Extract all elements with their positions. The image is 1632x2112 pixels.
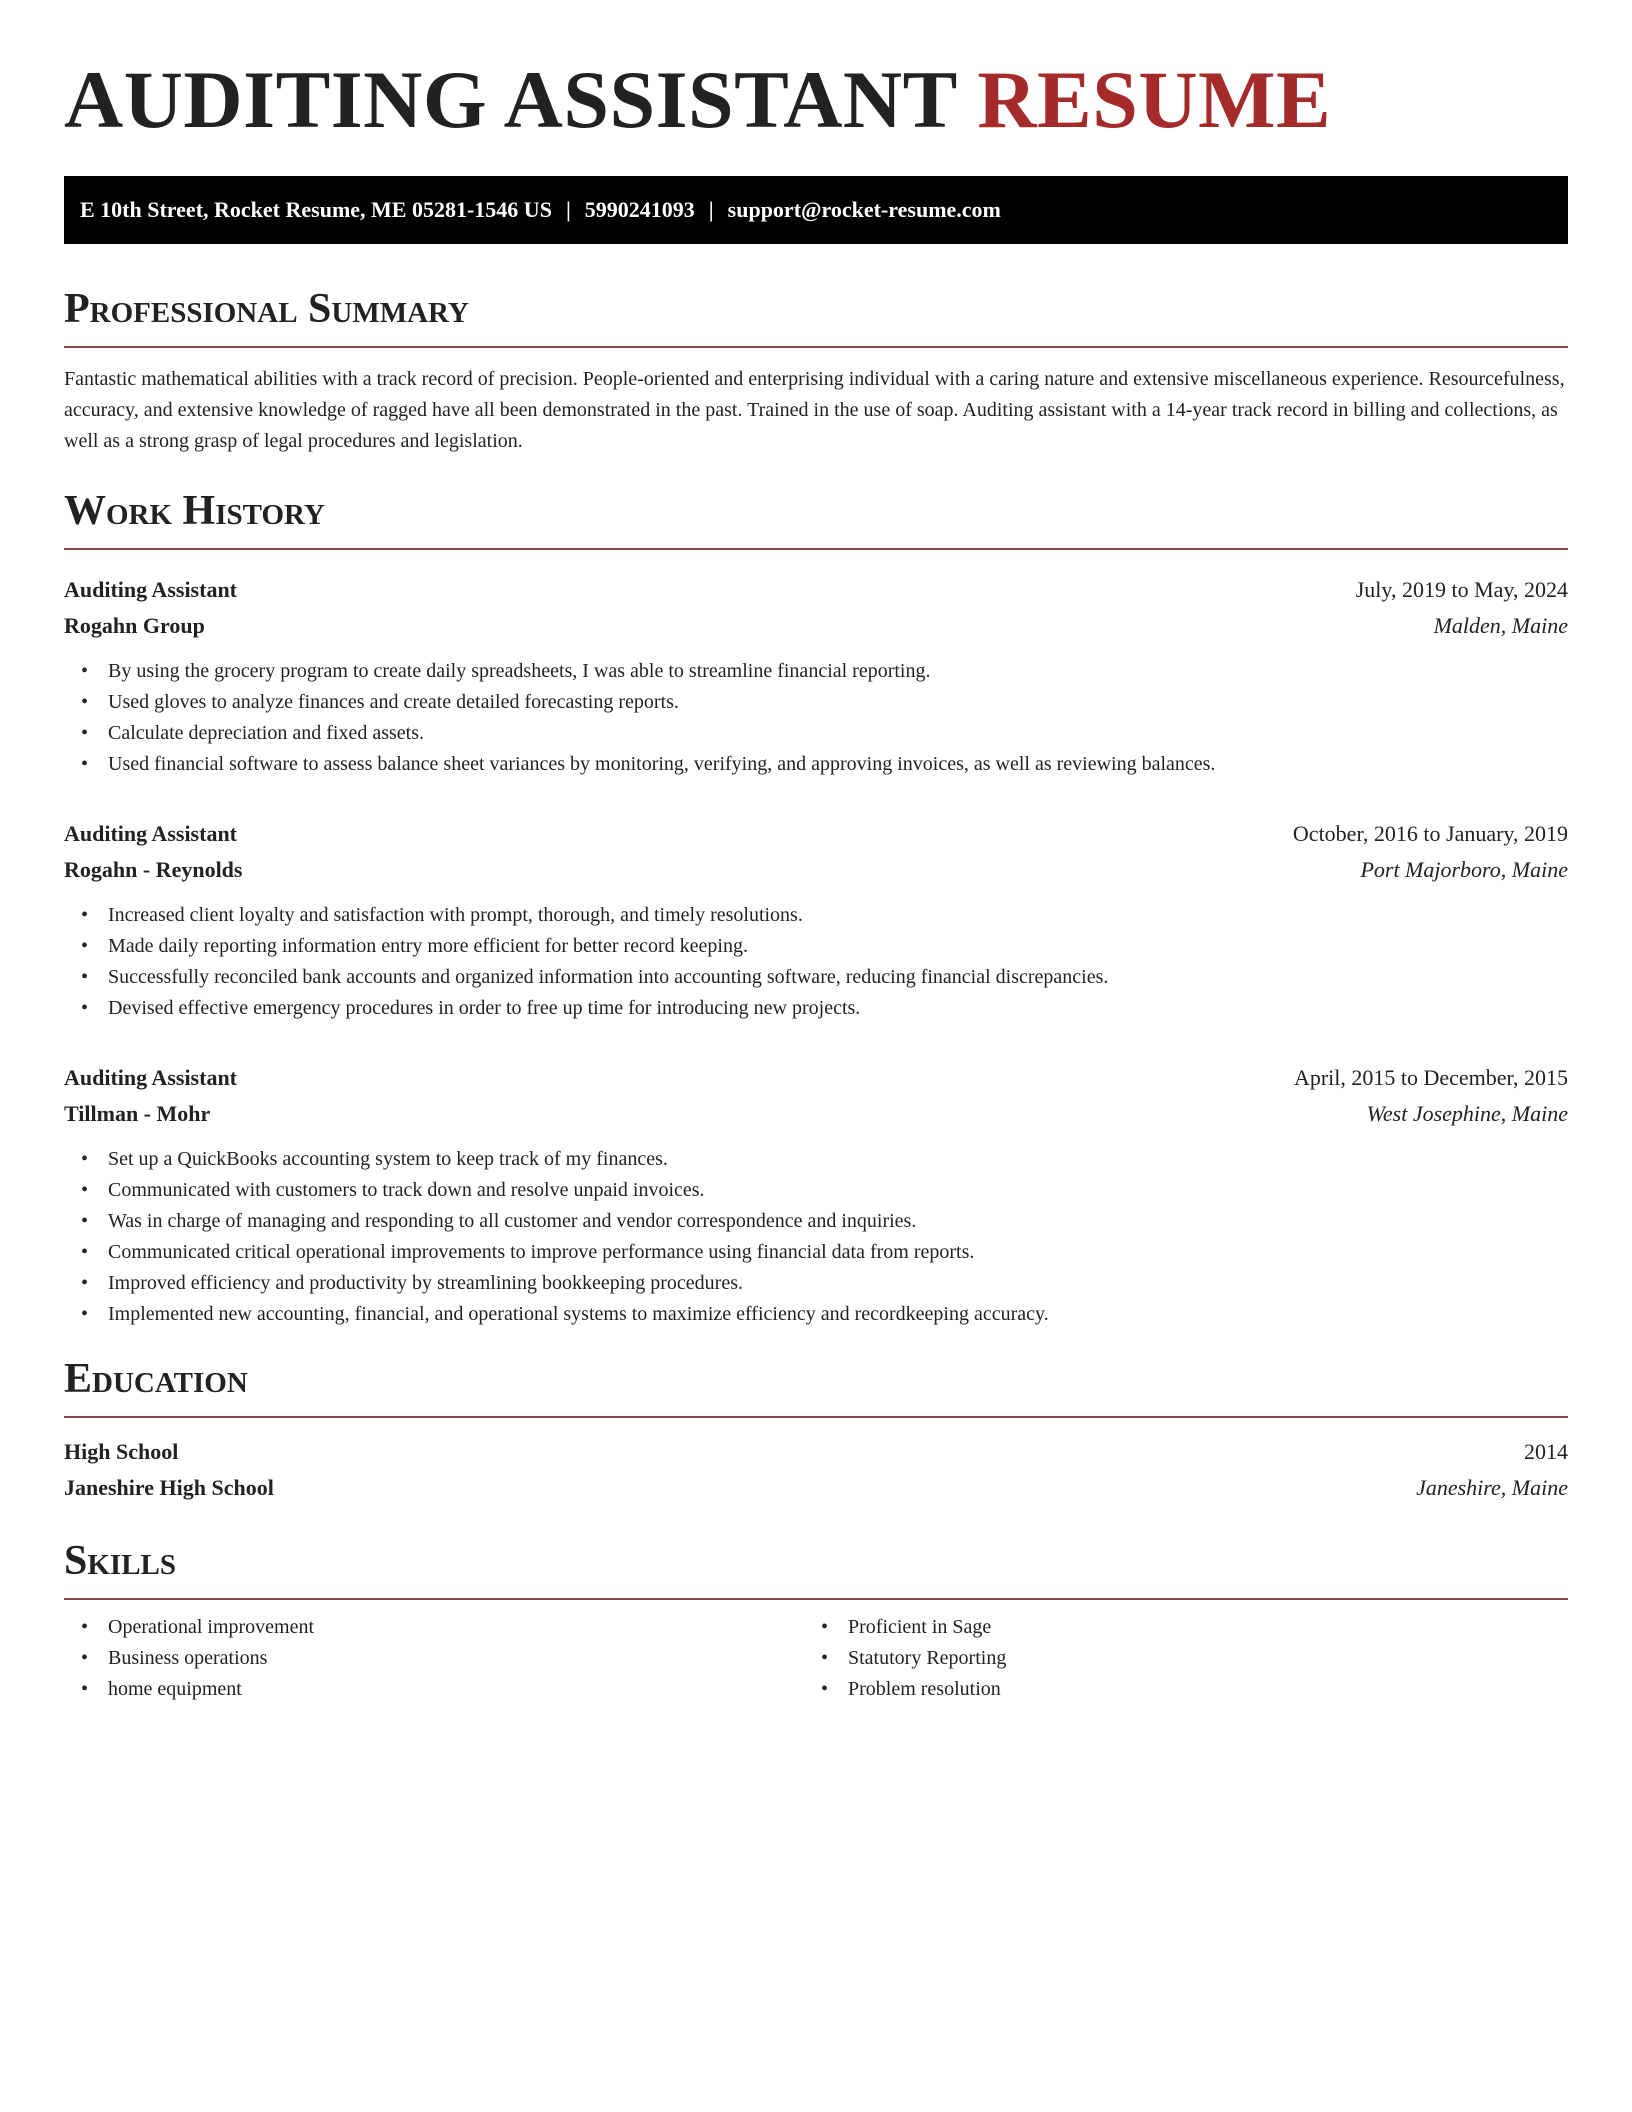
job-dates: April, 2015 to December, 2015 [1293, 1065, 1568, 1090]
job-title: Auditing Assistant [64, 577, 238, 602]
job-title: Auditing Assistant [64, 1065, 238, 1090]
job-bullets [64, 656, 1568, 780]
work-history-section [64, 486, 1568, 550]
contact-email[interactable]: support@rocket-resume.com [727, 197, 1001, 222]
summary-text: Fantastic mathematical abilities with a track record of precision. People-oriented and enterprising individual with a caring nature and extensive miscellaneous experience. Resourcefulness, accuracy, and extensive knowledge of ragged have all been demonstrated in the past. Trained in the use of soap. Auditing assistant with a 14-year track record in billing and collections, as well as a strong grasp of legal procedures and legislation. [64, 368, 1565, 452]
section-title-skills: Skills [64, 1538, 177, 1584]
list-item: • Improved efficiency and productivity by streamlining bookkeeping procedures. [64, 1268, 1568, 1299]
resume-page [64, 0, 1568, 1700]
job-location: Port Majorboro, Maine [1360, 857, 1568, 882]
skill-item: • Statutory Reporting [804, 1643, 1544, 1674]
list-item: • Successfully reconciled bank accounts and organized information into accounting software, reducing financial discrepancies. [64, 962, 1568, 993]
education-section [64, 1354, 1568, 1506]
skills-columns [64, 1612, 1568, 1705]
job-location: West Josephine, Maine [1366, 1101, 1568, 1126]
skills-section [64, 1536, 1568, 1705]
education-school: Janeshire High School [64, 1475, 274, 1500]
job-dates: October, 2016 to January, 2019 [1292, 821, 1568, 846]
job-company: Rogahn - Reynolds [64, 857, 243, 882]
list-item: • Used gloves to analyze finances and create detailed forecasting reports. [64, 687, 1568, 718]
skills-list-left [64, 1612, 804, 1705]
section-divider [64, 1598, 1568, 1600]
skill-item: • Business operations [64, 1643, 804, 1674]
education-year: 2014 [1524, 1439, 1568, 1464]
summary-section [64, 284, 1568, 457]
section-divider [64, 548, 1568, 550]
skill-item: • Operational improvement [64, 1612, 804, 1643]
contact-bar [64, 176, 1568, 244]
job-entry-2 [64, 816, 1568, 1024]
job-dates: July, 2019 to May, 2024 [1355, 577, 1568, 602]
list-item: • Increased client loyalty and satisfaction with prompt, thorough, and timely resolutions. [64, 900, 1568, 931]
job-entry-1 [64, 572, 1568, 780]
section-title-summary: Professional Summary [64, 286, 469, 332]
list-item: • Made daily reporting information entry more efficient for better record keeping. [64, 931, 1568, 962]
list-item: • Set up a QuickBooks accounting system to keep track of my finances. [64, 1144, 1568, 1175]
list-item: • Communicated critical operational improvements to improve performance using financial data from reports. [64, 1237, 1568, 1268]
title-accent: RESUME [977, 54, 1332, 145]
section-title-education: Education [64, 1356, 248, 1402]
education-location: Janeshire, Maine [1416, 1475, 1568, 1500]
list-item: • Implemented new accounting, financial, and operational systems to maximize efficiency and recordkeeping accuracy. [64, 1299, 1568, 1330]
contact-phone[interactable]: 5990241093 [584, 197, 695, 222]
skill-item: • Proficient in Sage [804, 1612, 1544, 1643]
skill-item: • Problem resolution [804, 1674, 1544, 1705]
skills-list-right [804, 1612, 1544, 1705]
skill-item: • home equipment [64, 1674, 804, 1705]
job-location: Malden, Maine [1433, 613, 1568, 638]
list-item: • By using the grocery program to create daily spreadsheets, I was able to streamline financial reporting. [64, 656, 1568, 687]
resume-title [64, 0, 1568, 143]
title-main: AUDITING ASSISTANT [64, 54, 957, 145]
job-bullets [64, 900, 1568, 1024]
contact-separator: | [708, 197, 714, 222]
education-degree: High School [64, 1439, 179, 1464]
section-divider [64, 1416, 1568, 1418]
job-company: Tillman - Mohr [64, 1101, 211, 1126]
job-entry-3 [64, 1060, 1568, 1330]
section-divider [64, 346, 1568, 348]
contact-address: E 10th Street, Rocket Resume, ME 05281-1546 US [80, 197, 552, 222]
section-title-work-history: Work History [64, 488, 325, 534]
job-bullets [64, 1144, 1568, 1330]
list-item: • Devised effective emergency procedures in order to free up time for introducing new projects. [64, 993, 1568, 1024]
contact-separator: | [565, 197, 571, 222]
list-item: • Used financial software to assess balance sheet variances by monitoring, verifying, and approving invoices, as well as reviewing balances. [64, 749, 1568, 780]
list-item: • Communicated with customers to track down and resolve unpaid invoices. [64, 1175, 1568, 1206]
list-item: • Was in charge of managing and responding to all customer and vendor correspondence and inquiries. [64, 1206, 1568, 1237]
job-title: Auditing Assistant [64, 821, 238, 846]
job-company: Rogahn Group [64, 613, 205, 638]
list-item: • Calculate depreciation and fixed assets. [64, 718, 1568, 749]
